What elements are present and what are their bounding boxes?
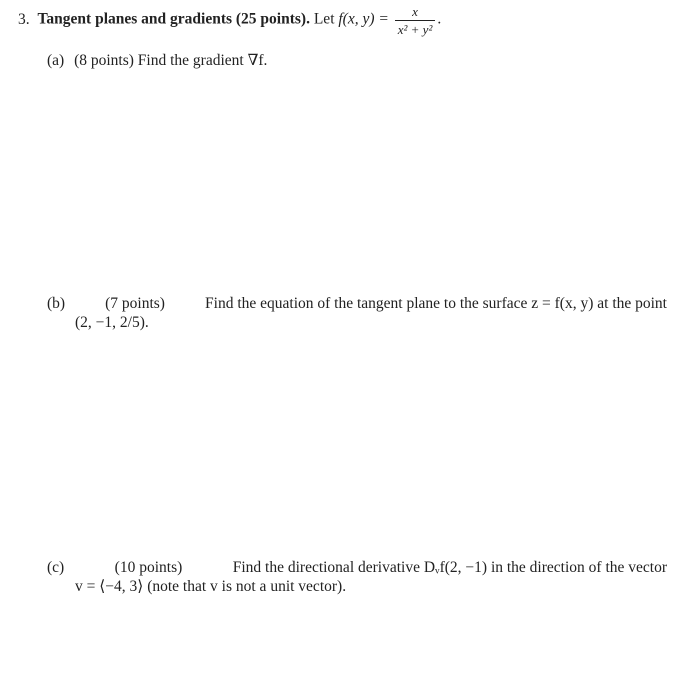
part-b-text-line1: Find the equation of the tangent plane to the surface z = f(x, y) at the point [205, 295, 667, 312]
fraction-bar [395, 20, 436, 21]
part-c-line-1 [47, 558, 667, 577]
part-a-text: Find the gradient ∇f. [137, 52, 268, 69]
part-a [47, 51, 267, 70]
part-b [47, 294, 667, 332]
part-a-label: (a) [47, 52, 65, 69]
part-b-line-1 [47, 294, 667, 313]
fraction-numerator: x [412, 4, 418, 19]
part-a-points: (8 points) [74, 52, 134, 69]
part-c-text-line2: v = ⟨−4, 3⟩ (note that v is not a unit vector). [75, 578, 347, 595]
part-c-text-line1: Find the directional derivative Dᵥf(2, −1) in the direction of the vector [232, 559, 667, 576]
problem-intro: Let [313, 10, 335, 28]
part-c-points: (10 points) [114, 559, 183, 576]
fraction-denominator: x² + y² [397, 22, 433, 37]
function-lhs: f(x, y) = [338, 10, 389, 28]
part-b-text-line2: (2, −1, 2/5). [75, 314, 149, 331]
problem-number: 3. [18, 10, 30, 28]
function-end: . [437, 10, 442, 28]
part-b-label: (b) [47, 295, 66, 312]
part-c [47, 558, 667, 596]
problem-title: Tangent planes and gradients (25 points). [37, 10, 310, 28]
part-b-points: (7 points) [105, 295, 165, 312]
problem-header [18, 4, 441, 36]
part-c-label: (c) [47, 559, 65, 576]
function-fraction [395, 5, 436, 37]
